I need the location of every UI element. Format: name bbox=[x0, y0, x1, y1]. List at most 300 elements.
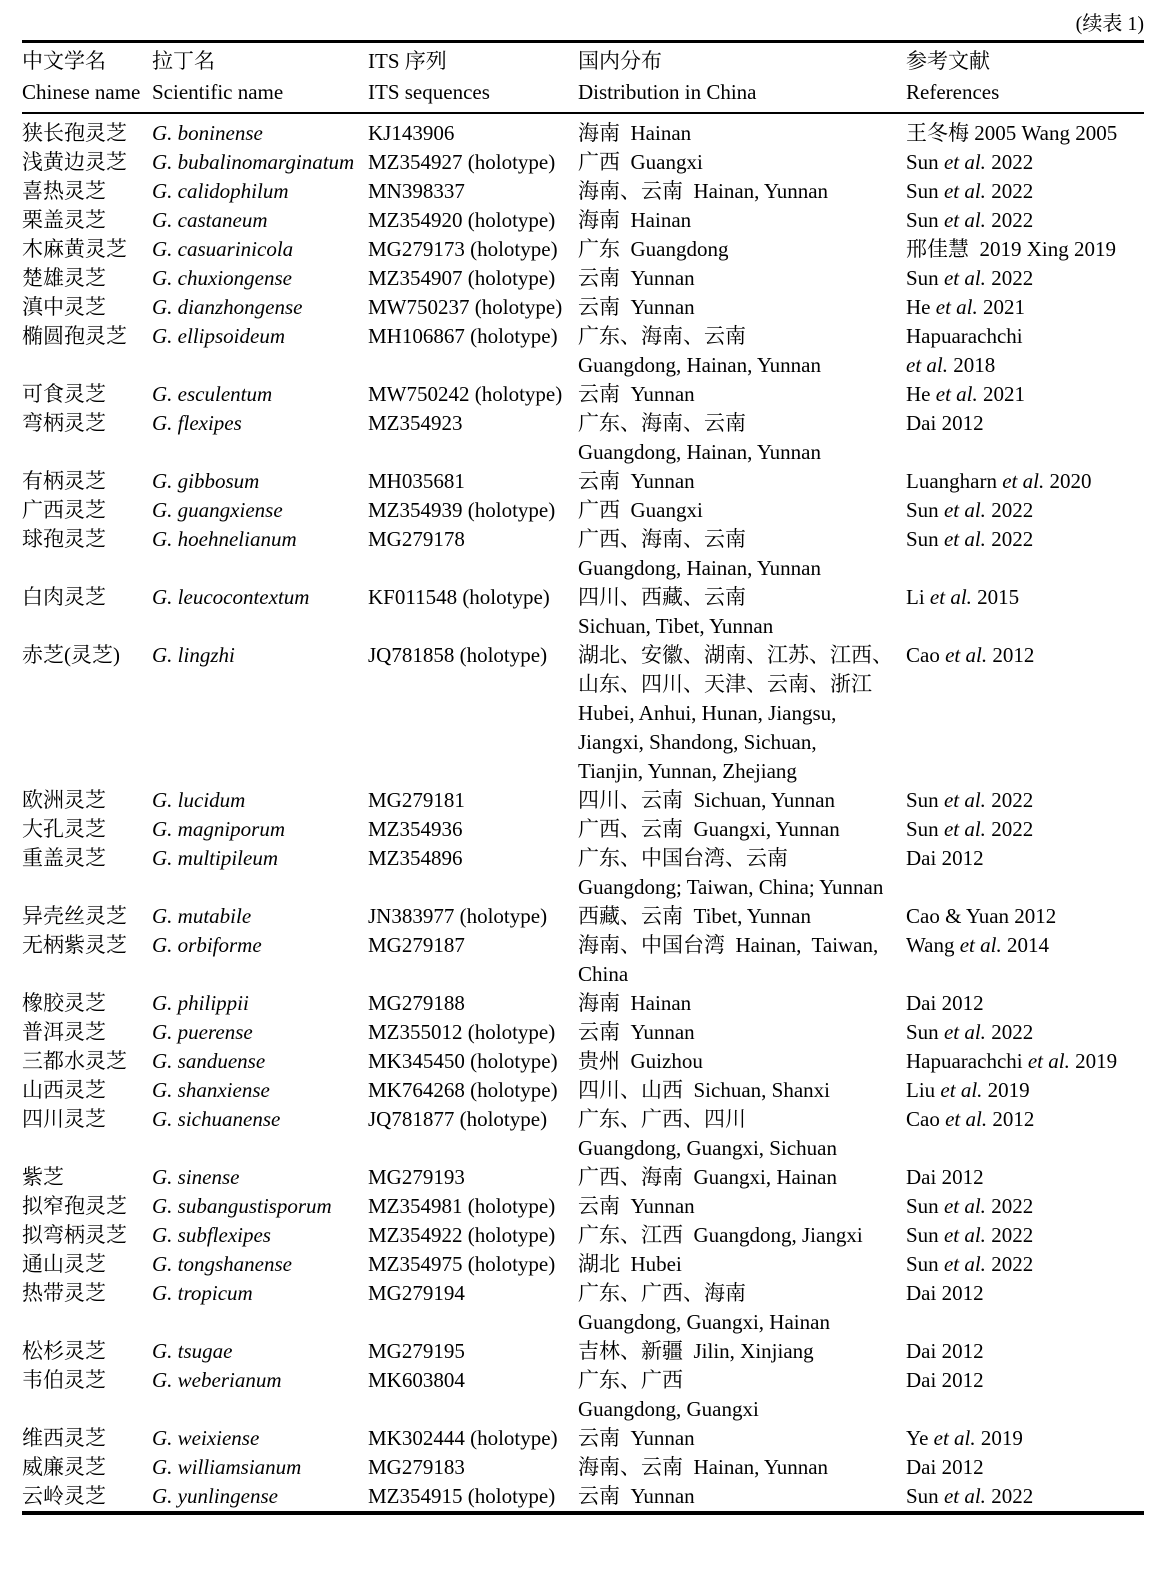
cell-line: G. multipileum bbox=[152, 846, 278, 870]
cell-line: 狭长孢灵芝 bbox=[22, 121, 127, 145]
cell-line: MG279193 bbox=[368, 1165, 465, 1189]
scientific-name-cell bbox=[152, 1221, 368, 1250]
cell-line: MG279173 (holotype) bbox=[368, 237, 558, 261]
cell-line: 拟窄孢灵芝 bbox=[22, 1194, 127, 1218]
its-cell bbox=[368, 786, 578, 815]
table-row bbox=[22, 1453, 1144, 1482]
its-cell bbox=[368, 1337, 578, 1366]
cell-line: 广西、云南 Guangxi, Yunnan bbox=[578, 817, 840, 841]
reference-cell bbox=[906, 1482, 1144, 1513]
chinese-name-cell bbox=[22, 1424, 152, 1453]
chinese-name-cell bbox=[22, 322, 152, 380]
its-cell bbox=[368, 148, 578, 177]
cell-line: 广东、海南、云南 bbox=[578, 324, 746, 348]
reference-cell bbox=[906, 235, 1144, 264]
distribution-cell bbox=[578, 380, 906, 409]
reference-cell bbox=[906, 264, 1144, 293]
species-table bbox=[22, 40, 1144, 1515]
scientific-name-cell bbox=[152, 902, 368, 931]
cell-line: G. leucocontextum bbox=[152, 585, 310, 609]
cell-line: JQ781877 (holotype) bbox=[368, 1107, 548, 1131]
distribution-cell bbox=[578, 409, 906, 467]
table-row bbox=[22, 525, 1144, 583]
table-row bbox=[22, 235, 1144, 264]
header-zh: ITS 序列 bbox=[368, 49, 447, 73]
reference-cell bbox=[906, 148, 1144, 177]
table-row bbox=[22, 380, 1144, 409]
scientific-name-cell bbox=[152, 1250, 368, 1279]
cell-line: G. sinense bbox=[152, 1165, 240, 1189]
cell-line: G. weberianum bbox=[152, 1368, 282, 1392]
cell-line: MG279178 bbox=[368, 527, 465, 551]
cell-line: 云南 Yunnan bbox=[578, 1426, 695, 1450]
cell-line: G. calidophilum bbox=[152, 179, 289, 203]
cell-line: 球孢灵芝 bbox=[22, 527, 106, 551]
chinese-name-cell bbox=[22, 1163, 152, 1192]
reference-cell bbox=[906, 467, 1144, 496]
table-header bbox=[22, 42, 1144, 114]
reference-cell bbox=[906, 815, 1144, 844]
header-en: ITS sequences bbox=[368, 80, 490, 104]
distribution-cell bbox=[578, 496, 906, 525]
cell-line: MW750237 (holotype) bbox=[368, 295, 563, 319]
cell-line: 欧洲灵芝 bbox=[22, 788, 106, 812]
cell-line: G. chuxiongense bbox=[152, 266, 292, 290]
reference-cell bbox=[906, 844, 1144, 902]
col-header-distribution bbox=[578, 42, 906, 114]
cell-line: G. guangxiense bbox=[152, 498, 283, 522]
cell-line: 海南 Hainan bbox=[578, 208, 692, 232]
table-row bbox=[22, 1163, 1144, 1192]
cell-line: 四川、云南 Sichuan, Yunnan bbox=[578, 788, 836, 812]
cell-line: 广东、广西、海南 bbox=[578, 1281, 746, 1305]
cell-line: MZ355012 (holotype) bbox=[368, 1020, 556, 1044]
cell-line: G. sichuanense bbox=[152, 1107, 281, 1131]
distribution-cell bbox=[578, 1105, 906, 1163]
its-cell bbox=[368, 525, 578, 583]
chinese-name-cell bbox=[22, 1221, 152, 1250]
scientific-name-cell bbox=[152, 264, 368, 293]
table-row bbox=[22, 1250, 1144, 1279]
cell-line: MZ354922 (holotype) bbox=[368, 1223, 556, 1247]
cell-line: Sun et al. 2022 bbox=[906, 150, 1034, 174]
cell-line: G. flexipes bbox=[152, 411, 242, 435]
reference-cell bbox=[906, 293, 1144, 322]
cell-line: 云南 Yunnan bbox=[578, 266, 695, 290]
its-cell bbox=[368, 583, 578, 641]
cell-line: G. dianzhongense bbox=[152, 295, 303, 319]
chinese-name-cell bbox=[22, 206, 152, 235]
reference-cell bbox=[906, 1018, 1144, 1047]
distribution-cell bbox=[578, 148, 906, 177]
cell-line: 贵州 Guizhou bbox=[578, 1049, 703, 1073]
cell-line: 三都水灵芝 bbox=[22, 1049, 127, 1073]
cell-line: Guangdong, Hainan, Yunnan bbox=[578, 556, 822, 580]
its-cell bbox=[368, 1047, 578, 1076]
cell-line: Sun et al. 2022 bbox=[906, 1484, 1034, 1508]
its-cell bbox=[368, 1192, 578, 1221]
cell-line: MZ354975 (holotype) bbox=[368, 1252, 556, 1276]
table-row bbox=[22, 1337, 1144, 1366]
cell-line: Sun et al. 2022 bbox=[906, 1252, 1034, 1276]
cell-line: G. subangustisporum bbox=[152, 1194, 332, 1218]
chinese-name-cell bbox=[22, 1453, 152, 1482]
cell-line: 热带灵芝 bbox=[22, 1281, 106, 1305]
cell-line: G. lingzhi bbox=[152, 643, 235, 667]
scientific-name-cell bbox=[152, 322, 368, 380]
chinese-name-cell bbox=[22, 235, 152, 264]
its-cell bbox=[368, 931, 578, 989]
scientific-name-cell bbox=[152, 1482, 368, 1513]
cell-line: Guangdong, Guangxi bbox=[578, 1397, 759, 1421]
cell-line: He et al. 2021 bbox=[906, 382, 1025, 406]
its-cell bbox=[368, 1018, 578, 1047]
its-cell bbox=[368, 1105, 578, 1163]
cell-line: et al. 2018 bbox=[906, 353, 996, 377]
table-row bbox=[22, 1018, 1144, 1047]
table-row bbox=[22, 844, 1144, 902]
header-en: Distribution in China bbox=[578, 80, 757, 104]
cell-line: MZ354923 bbox=[368, 411, 463, 435]
its-cell bbox=[368, 177, 578, 206]
cell-line: 云南 Yunnan bbox=[578, 382, 695, 406]
reference-cell bbox=[906, 1192, 1144, 1221]
table-row bbox=[22, 931, 1144, 989]
cell-line: 通山灵芝 bbox=[22, 1252, 106, 1276]
cell-line: Hubei, Anhui, Hunan, Jiangsu, bbox=[578, 701, 837, 725]
cell-line: G. hoehnelianum bbox=[152, 527, 297, 551]
cell-line: 喜热灵芝 bbox=[22, 179, 106, 203]
cell-line: Dai 2012 bbox=[906, 1165, 984, 1189]
cell-line: 西藏、云南 Tibet, Yunnan bbox=[578, 904, 811, 928]
cell-line: 广东、广西 bbox=[578, 1368, 683, 1392]
distribution-cell bbox=[578, 206, 906, 235]
chinese-name-cell bbox=[22, 815, 152, 844]
cell-line: MG279187 bbox=[368, 933, 465, 957]
distribution-cell bbox=[578, 815, 906, 844]
cell-line: 紫芝 bbox=[22, 1165, 64, 1189]
cell-line: 广西灵芝 bbox=[22, 498, 106, 522]
cell-line: G. weixiense bbox=[152, 1426, 260, 1450]
header-en: References bbox=[906, 80, 1000, 104]
table-row bbox=[22, 1279, 1144, 1337]
cell-line: MK764268 (holotype) bbox=[368, 1078, 558, 1102]
cell-line: 云南 Yunnan bbox=[578, 1484, 695, 1508]
cell-line: 广西 Guangxi bbox=[578, 498, 703, 522]
table-row bbox=[22, 902, 1144, 931]
its-cell bbox=[368, 902, 578, 931]
table-row bbox=[22, 467, 1144, 496]
its-cell bbox=[368, 1424, 578, 1453]
cell-line: MZ354939 (holotype) bbox=[368, 498, 556, 522]
distribution-cell bbox=[578, 235, 906, 264]
cell-line: 四川、山西 Sichuan, Shanxi bbox=[578, 1078, 830, 1102]
cell-line: 大孔灵芝 bbox=[22, 817, 106, 841]
distribution-cell bbox=[578, 467, 906, 496]
cell-line: Sun et al. 2022 bbox=[906, 788, 1034, 812]
reference-cell bbox=[906, 1047, 1144, 1076]
cell-line: 木麻黄灵芝 bbox=[22, 237, 127, 261]
chinese-name-cell bbox=[22, 409, 152, 467]
cell-line: Sun et al. 2022 bbox=[906, 1223, 1034, 1247]
scientific-name-cell bbox=[152, 496, 368, 525]
cell-line: Li et al. 2015 bbox=[906, 585, 1020, 609]
chinese-name-cell bbox=[22, 931, 152, 989]
distribution-cell bbox=[578, 641, 906, 786]
scientific-name-cell bbox=[152, 206, 368, 235]
cell-line: G. yunlingense bbox=[152, 1484, 278, 1508]
cell-line: G. subflexipes bbox=[152, 1223, 271, 1247]
cell-line: 云南 Yunnan bbox=[578, 469, 695, 493]
cell-line: 异壳丝灵芝 bbox=[22, 904, 127, 928]
reference-cell bbox=[906, 177, 1144, 206]
cell-line: 普洱灵芝 bbox=[22, 1020, 106, 1044]
cell-line: 邢佳慧 2019 Xing 2019 bbox=[906, 237, 1116, 261]
cell-line: 海南、中国台湾 Hainan, Taiwan, bbox=[578, 933, 879, 957]
scientific-name-cell bbox=[152, 1424, 368, 1453]
cell-line: 海南、云南 Hainan, Yunnan bbox=[578, 1455, 829, 1479]
its-cell bbox=[368, 293, 578, 322]
cell-line: Cao et al. 2012 bbox=[906, 643, 1035, 667]
cell-line: G. casuarinicola bbox=[152, 237, 294, 261]
its-cell bbox=[368, 264, 578, 293]
chinese-name-cell bbox=[22, 1047, 152, 1076]
reference-cell bbox=[906, 206, 1144, 235]
cell-line: 楚雄灵芝 bbox=[22, 266, 106, 290]
cell-line: 可食灵芝 bbox=[22, 382, 106, 406]
cell-line: Dai 2012 bbox=[906, 991, 984, 1015]
chinese-name-cell bbox=[22, 1018, 152, 1047]
scientific-name-cell bbox=[152, 148, 368, 177]
table-row bbox=[22, 1221, 1144, 1250]
cell-line: 广东、广西、四川 bbox=[578, 1107, 746, 1131]
scientific-name-cell bbox=[152, 1279, 368, 1337]
cell-line: MZ354915 (holotype) bbox=[368, 1484, 556, 1508]
reference-cell bbox=[906, 1105, 1144, 1163]
cell-line: JQ781858 (holotype) bbox=[368, 643, 548, 667]
cell-line: 湖北 Hubei bbox=[578, 1252, 682, 1276]
chinese-name-cell bbox=[22, 1482, 152, 1513]
scientific-name-cell bbox=[152, 583, 368, 641]
reference-cell bbox=[906, 583, 1144, 641]
col-header-its-sequences bbox=[368, 42, 578, 114]
distribution-cell bbox=[578, 583, 906, 641]
cell-line: Sun et al. 2022 bbox=[906, 1194, 1034, 1218]
scientific-name-cell bbox=[152, 467, 368, 496]
cell-line: G. shanxiense bbox=[152, 1078, 270, 1102]
its-cell bbox=[368, 1250, 578, 1279]
cell-line: MK302444 (holotype) bbox=[368, 1426, 558, 1450]
distribution-cell bbox=[578, 1366, 906, 1424]
cell-line: 维西灵芝 bbox=[22, 1426, 106, 1450]
distribution-cell bbox=[578, 322, 906, 380]
cell-line: Dai 2012 bbox=[906, 411, 984, 435]
table-row bbox=[22, 1192, 1144, 1221]
table-row bbox=[22, 177, 1144, 206]
reference-cell bbox=[906, 1453, 1144, 1482]
chinese-name-cell bbox=[22, 380, 152, 409]
cell-line: 广东、海南、云南 bbox=[578, 411, 746, 435]
distribution-cell bbox=[578, 1192, 906, 1221]
cell-line: 海南 Hainan bbox=[578, 991, 692, 1015]
cell-line: G. castaneum bbox=[152, 208, 268, 232]
scientific-name-cell bbox=[152, 844, 368, 902]
distribution-cell bbox=[578, 1221, 906, 1250]
cell-line: 栗盖灵芝 bbox=[22, 208, 106, 232]
header-en: Chinese name bbox=[22, 80, 141, 104]
cell-line: MG279195 bbox=[368, 1339, 465, 1363]
cell-line: 王冬梅 2005 Wang 2005 bbox=[906, 121, 1118, 145]
cell-line: Guangdong, Guangxi, Sichuan bbox=[578, 1136, 837, 1160]
cell-line: G. mutabile bbox=[152, 904, 252, 928]
chinese-name-cell bbox=[22, 1192, 152, 1221]
distribution-cell bbox=[578, 1250, 906, 1279]
distribution-cell bbox=[578, 1279, 906, 1337]
cell-line: Guangdong, Hainan, Yunnan bbox=[578, 353, 822, 377]
table-row bbox=[22, 264, 1144, 293]
chinese-name-cell bbox=[22, 496, 152, 525]
cell-line: G. tongshanense bbox=[152, 1252, 292, 1276]
header-zh: 中文学名 bbox=[22, 49, 106, 73]
table-row bbox=[22, 206, 1144, 235]
cell-line: MZ354927 (holotype) bbox=[368, 150, 556, 174]
cell-line: 韦伯灵芝 bbox=[22, 1368, 106, 1392]
cell-line: G. tsugae bbox=[152, 1339, 233, 1363]
table-row bbox=[22, 1047, 1144, 1076]
chinese-name-cell bbox=[22, 177, 152, 206]
scientific-name-cell bbox=[152, 1163, 368, 1192]
scientific-name-cell bbox=[152, 380, 368, 409]
distribution-cell bbox=[578, 989, 906, 1018]
scientific-name-cell bbox=[152, 815, 368, 844]
its-cell bbox=[368, 1453, 578, 1482]
distribution-cell bbox=[578, 293, 906, 322]
cell-line: Luangharn et al. 2020 bbox=[906, 469, 1092, 493]
its-cell bbox=[368, 1279, 578, 1337]
cell-line: MZ354920 (holotype) bbox=[368, 208, 556, 232]
cell-line: G. puerense bbox=[152, 1020, 253, 1044]
cell-line: Guangdong, Hainan, Yunnan bbox=[578, 440, 822, 464]
cell-line: Sichuan, Tibet, Yunnan bbox=[578, 614, 774, 638]
cell-line: Ye et al. 2019 bbox=[906, 1426, 1023, 1450]
cell-line: 无柄紫灵芝 bbox=[22, 933, 127, 957]
distribution-cell bbox=[578, 177, 906, 206]
its-cell bbox=[368, 1076, 578, 1105]
distribution-cell bbox=[578, 1076, 906, 1105]
distribution-cell bbox=[578, 786, 906, 815]
cell-line: Sun et al. 2022 bbox=[906, 527, 1034, 551]
distribution-cell bbox=[578, 525, 906, 583]
header-row bbox=[22, 42, 1144, 114]
scientific-name-cell bbox=[152, 1076, 368, 1105]
cell-line: Hapuarachchi bbox=[906, 324, 1023, 348]
its-cell bbox=[368, 235, 578, 264]
chinese-name-cell bbox=[22, 1366, 152, 1424]
reference-cell bbox=[906, 786, 1144, 815]
table-row bbox=[22, 148, 1144, 177]
col-header-chinese-name bbox=[22, 42, 152, 114]
cell-line: Jiangxi, Shandong, Sichuan, bbox=[578, 730, 817, 754]
cell-line: G. boninense bbox=[152, 121, 263, 145]
cell-line: G. orbiforme bbox=[152, 933, 262, 957]
chinese-name-cell bbox=[22, 1105, 152, 1163]
its-cell bbox=[368, 409, 578, 467]
distribution-cell bbox=[578, 1453, 906, 1482]
table-row bbox=[22, 1076, 1144, 1105]
reference-cell bbox=[906, 113, 1144, 148]
reference-cell bbox=[906, 1337, 1144, 1366]
distribution-cell bbox=[578, 931, 906, 989]
reference-cell bbox=[906, 1163, 1144, 1192]
chinese-name-cell bbox=[22, 1076, 152, 1105]
cell-line: G. lucidum bbox=[152, 788, 246, 812]
chinese-name-cell bbox=[22, 1279, 152, 1337]
chinese-name-cell bbox=[22, 583, 152, 641]
reference-cell bbox=[906, 641, 1144, 786]
reference-cell bbox=[906, 1279, 1144, 1337]
cell-line: G. bubalinomarginatum bbox=[152, 150, 355, 174]
cell-line: Sun et al. 2022 bbox=[906, 498, 1034, 522]
cell-line: 广东、中国台湾、云南 bbox=[578, 846, 788, 870]
cell-line: G. esculentum bbox=[152, 382, 273, 406]
table-body bbox=[22, 113, 1144, 1513]
cell-line: Dai 2012 bbox=[906, 1281, 984, 1305]
scientific-name-cell bbox=[152, 525, 368, 583]
cell-line: 弯柄灵芝 bbox=[22, 411, 106, 435]
distribution-cell bbox=[578, 902, 906, 931]
cell-line: 海南、云南 Hainan, Yunnan bbox=[578, 179, 829, 203]
table-row bbox=[22, 409, 1144, 467]
cell-line: Sun et al. 2022 bbox=[906, 208, 1034, 232]
cell-line: G. williamsianum bbox=[152, 1455, 302, 1479]
reference-cell bbox=[906, 380, 1144, 409]
cell-line: MG279181 bbox=[368, 788, 465, 812]
header-en: Scientific name bbox=[152, 80, 284, 104]
chinese-name-cell bbox=[22, 293, 152, 322]
cell-line: Dai 2012 bbox=[906, 846, 984, 870]
its-cell bbox=[368, 206, 578, 235]
its-cell bbox=[368, 1482, 578, 1513]
cell-line: Dai 2012 bbox=[906, 1455, 984, 1479]
reference-cell bbox=[906, 902, 1144, 931]
header-zh: 拉丁名 bbox=[152, 49, 215, 73]
cell-line: Sun et al. 2022 bbox=[906, 179, 1034, 203]
cell-line: MK603804 bbox=[368, 1368, 465, 1392]
reference-cell bbox=[906, 409, 1144, 467]
cell-line: 山西灵芝 bbox=[22, 1078, 106, 1102]
its-cell bbox=[368, 641, 578, 786]
table-row bbox=[22, 293, 1144, 322]
cell-line: 云南 Yunnan bbox=[578, 1020, 695, 1044]
cell-line: KJ143906 bbox=[368, 121, 455, 145]
distribution-cell bbox=[578, 1018, 906, 1047]
cell-line: 云岭灵芝 bbox=[22, 1484, 106, 1508]
cell-line: MZ354981 (holotype) bbox=[368, 1194, 556, 1218]
chinese-name-cell bbox=[22, 525, 152, 583]
cell-line: Guangdong; Taiwan, China; Yunnan bbox=[578, 875, 884, 899]
cell-line: 重盖灵芝 bbox=[22, 846, 106, 870]
reference-cell bbox=[906, 989, 1144, 1018]
its-cell bbox=[368, 113, 578, 148]
cell-line: 广东、江西 Guangdong, Jiangxi bbox=[578, 1223, 863, 1247]
scientific-name-cell bbox=[152, 786, 368, 815]
cell-line: Wang et al. 2014 bbox=[906, 933, 1049, 957]
cell-line: 威廉灵芝 bbox=[22, 1455, 106, 1479]
cell-line: MZ354896 bbox=[368, 846, 463, 870]
cell-line: 广东 Guangdong bbox=[578, 237, 729, 261]
chinese-name-cell bbox=[22, 902, 152, 931]
chinese-name-cell bbox=[22, 1337, 152, 1366]
